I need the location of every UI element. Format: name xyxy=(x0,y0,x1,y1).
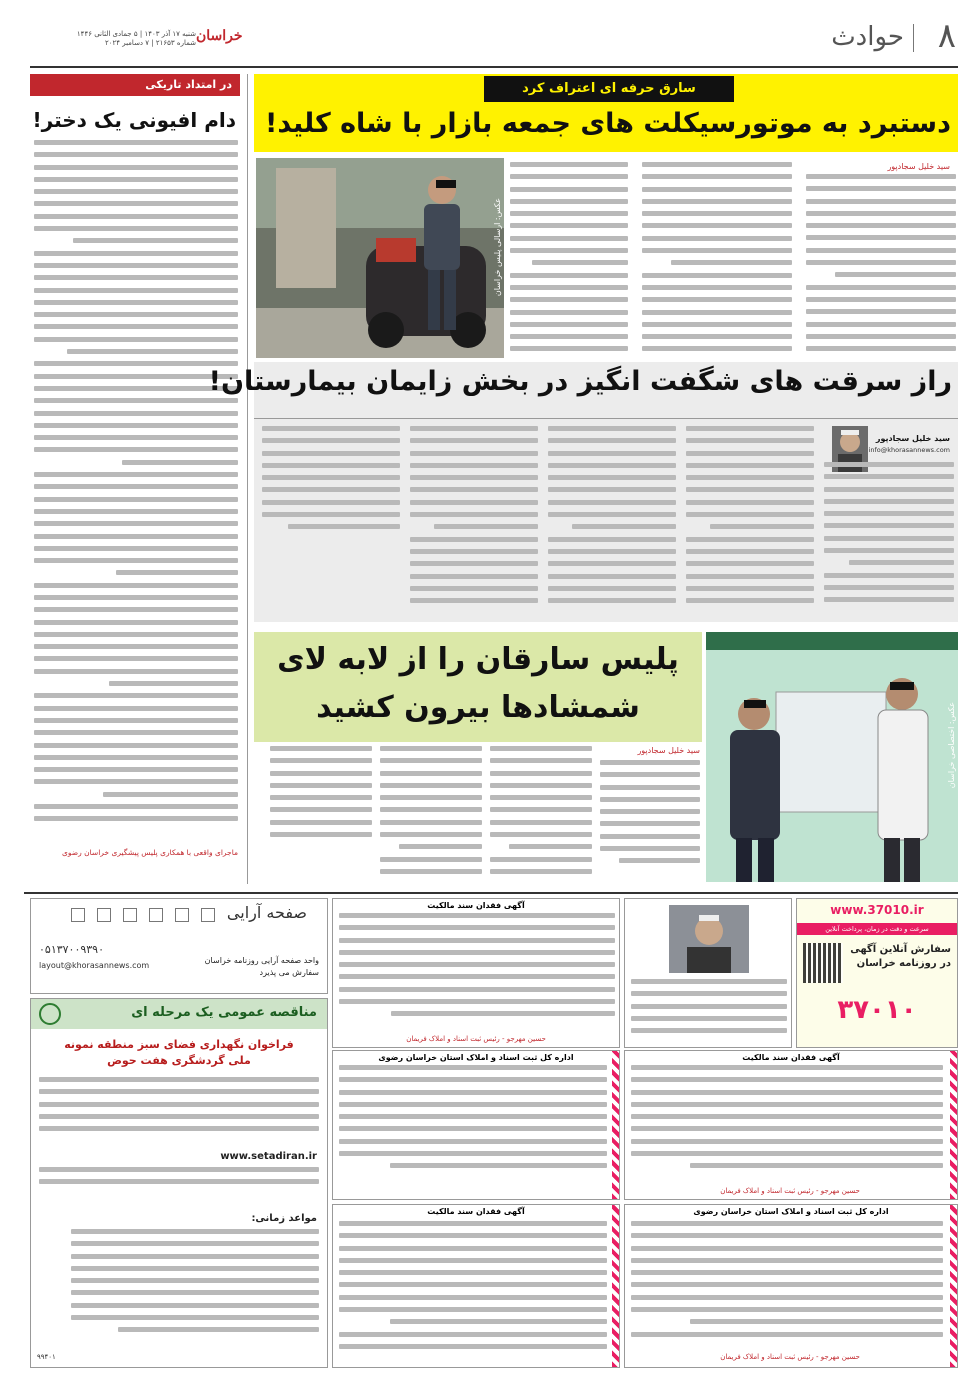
sidebar-column xyxy=(30,74,240,886)
lost-deed-notice-2: آگهی فقدان سند مالکیت حسین مهرجو - رئیس ثبت اسناد و املاک فریمان xyxy=(624,1050,958,1200)
story1-col2 xyxy=(642,162,792,362)
lost-deed-notice-1: آگهی فقدان سند مالکیت حسین مهرجو - رئیس ثبت اسناد و املاک فریمان xyxy=(332,898,620,1048)
loss-notice-photo xyxy=(624,898,792,1048)
design-icons-row xyxy=(41,907,221,929)
sidebar-footer: ماجرای واقعی با همکاری پلیس پیشگیری خراسان رضوی xyxy=(62,848,238,857)
story2-col4 xyxy=(410,426,538,614)
qr-code-icon xyxy=(803,943,843,983)
story3-photo xyxy=(706,632,958,882)
sidebar-kicker: در امتداد تاریکی xyxy=(30,74,240,96)
masthead xyxy=(0,0,966,70)
story2-author: سید خلیل سجادپور xyxy=(875,434,950,443)
online-ad-sub: سرعت و دقت در زمان، پرداخت آنلاین xyxy=(797,923,957,935)
story2-col3 xyxy=(548,426,676,614)
sidebar-title: دام افیونی یک دختر! xyxy=(32,108,236,132)
online-ad-title: سفارش آنلاین آگهی در روزنامه خراسان xyxy=(850,944,951,969)
online-ad-url: www.37010.ir xyxy=(830,903,924,917)
lost-deed-title-3: آگهی فقدان سند مالکیت xyxy=(427,1207,525,1216)
logo-icon xyxy=(71,908,85,922)
design-desc: واحد صفحه آرایی روزنامه خراسان سفارش می پذیرد xyxy=(204,956,319,977)
notice-person-photo xyxy=(669,905,749,973)
story3-col1 xyxy=(600,760,700,882)
story1-kicker: سارق حرفه ای اعتراف کرد xyxy=(484,76,734,102)
registry-notice-1 xyxy=(332,1050,620,1200)
newspaper-icon xyxy=(201,908,215,922)
page-number: ۸ xyxy=(937,16,956,56)
newspaper-logo: خراسان xyxy=(196,28,243,44)
registry-office-title-1: اداره کل ثبت اسناد و املاک استان خراسان رضوی xyxy=(378,1053,574,1062)
date-line: شنبه ۱۷ آذر ۱۴۰۳ | ۵ جمادی الثانی ۱۴۴۶ شماره ۲۱۶۵۳ | ۷ دسامبر ۲۰۲۴ xyxy=(76,30,196,47)
story2-col1 xyxy=(824,462,954,614)
story3-headline-2: شمشادها بیرون کشید xyxy=(316,690,640,725)
brochure-icon xyxy=(123,908,137,922)
lost-deed-title-2: آگهی فقدان سند مالکیت xyxy=(742,1053,840,1062)
design-phone: ۰۵۱۳۷۰۰۹۳۹۰ xyxy=(39,943,104,956)
call-title: فراخوان نگهداری فضای سبز منطقه نمونه ملی گردشگری هفت حوض xyxy=(64,1038,294,1067)
story3-photo-credit: عکس: اختصاصی خراسان xyxy=(947,702,956,789)
setad-url: www.setadiran.ir xyxy=(220,1151,317,1162)
online-ad-phone: ۳۷۰۱۰ xyxy=(837,995,917,1025)
municipality-logo-icon xyxy=(39,1003,61,1025)
catalog-icon xyxy=(97,908,111,922)
sidebar-body-text xyxy=(34,140,238,840)
suspects-photo xyxy=(706,632,958,882)
lost-deed-title-1: آگهی فقدان سند مالکیت xyxy=(427,901,525,910)
story1-photo xyxy=(256,158,504,358)
magazine-icon xyxy=(175,908,189,922)
tender-ad xyxy=(30,998,328,1368)
notice-code: ۹۹۴۰۱ xyxy=(37,1353,56,1361)
story2 xyxy=(208,362,958,622)
lost-deed-notice-3 xyxy=(332,1204,620,1368)
story3-col3 xyxy=(380,746,482,882)
story2-col2 xyxy=(686,426,814,614)
story2-email: info@khorasannews.com xyxy=(868,446,950,454)
story1-byline: سید خلیل سجادپور xyxy=(887,162,950,171)
story3-byline: سید خلیل سجادپور xyxy=(637,746,700,755)
page-design-title: صفحه آرایی xyxy=(226,903,307,922)
suspect-motorcycle-photo xyxy=(256,158,504,358)
story3-headline-1: پلیس سارقان را از لابه لای xyxy=(277,642,679,677)
masthead-rule xyxy=(30,66,958,68)
page-design-ad xyxy=(30,898,328,994)
story1 xyxy=(254,74,958,360)
story3-col2 xyxy=(490,746,592,882)
section-title: حوادث xyxy=(831,22,904,52)
tender-title: مناقصه عمومی یک مرحله ای xyxy=(131,1005,317,1020)
story1-col3 xyxy=(510,162,628,362)
registry-office-title-2: اداره کل ثبت اسناد و املاک استان خراسان رضوی xyxy=(693,1207,889,1216)
dates-heading: مواعد زمانی: xyxy=(251,1213,317,1224)
story2-col5 xyxy=(262,426,400,546)
story1-headline: دستبرد به موتورسیکلت های جمعه بازار با شاه کلید! xyxy=(265,108,951,139)
registry-notice-2: اداره کل ثبت اسناد و املاک استان خراسان رضوی حسین مهرجو - رئیس ثبت اسناد و املاک فریمان xyxy=(624,1204,958,1368)
story1-col1 xyxy=(806,174,956,362)
book-icon xyxy=(149,908,163,922)
online-ad xyxy=(796,898,958,1048)
story1-photo-credit: عکس: ارسالی پلیس خراسان xyxy=(493,198,502,297)
design-email: layout@khorasannews.com xyxy=(39,961,150,970)
story2-headline: راز سرقت های شگفت انگیز در بخش زایمان بیمارستان! xyxy=(208,366,952,397)
story3-col4 xyxy=(270,746,372,846)
story3 xyxy=(254,632,958,886)
